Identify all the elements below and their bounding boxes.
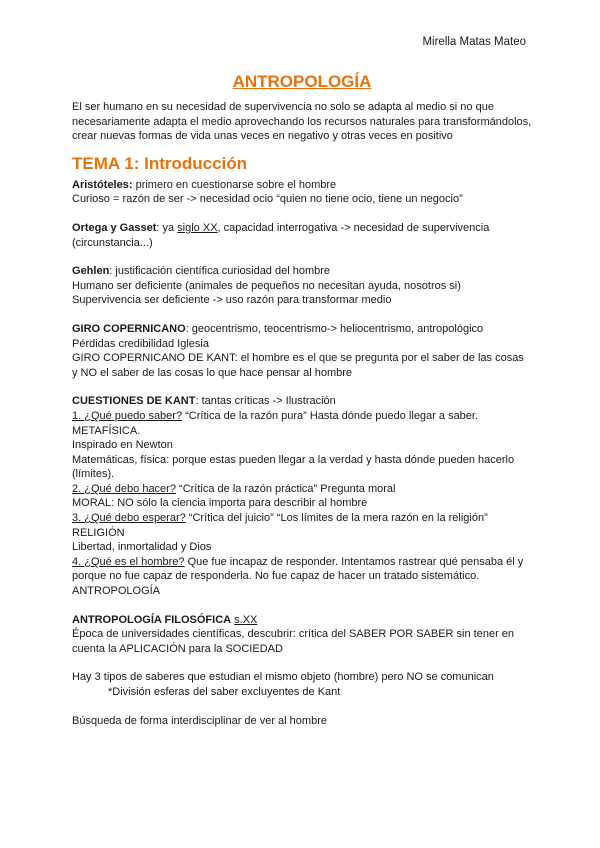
kant-block: CUESTIONES DE KANT: tantas críticas -> Ilustración 1. ¿Qué puedo saber? “Crítica de la razón pura” Hasta dónde puedo llegar a saber. METAFÍSICA. Inspirado en Newton Matemáticas, física: porque estas pueden llegar a la verdad y hasta dónde pueden hacerlo (límites). 2. ¿Qué debo hacer? “Crítica de la razón práctica” Pregunta moral MORAL: NO sólo la ciencia importa para describir al hombre 3. ¿Qué debo esperar? “Crítica del juicio” “Los límites de la mera razón en la religión” RELIGIÓN Libertad, inmortalidad y Dios 4. ¿Qué es el hombre? Que fue incapaz de responder. Intentamos rastrear qué pensaba él y porque no fue capaz de responderla. No fue capaz de hacer un tratado sistemático. ANTROPOLOGÍA: [72, 395, 524, 598]
kant-q3: 3. ¿Qué debo esperar?: [72, 512, 186, 525]
kant-q1: 1. ¿Qué puedo saber?: [72, 409, 183, 422]
ortega-siglo: siglo XX: [177, 221, 218, 234]
ortega-block: Ortega y Gasset: ya siglo XX, capacidad interrogativa -> necesidad de supervivencia (circunstancia...): [72, 221, 490, 249]
kant-term: CUESTIONES DE KANT: [72, 395, 196, 408]
filosofica-siglo: s.XX: [234, 613, 258, 626]
document-title: ANTROPOLOGÍA: [232, 72, 372, 91]
kant-q4: 4. ¿Qué es el hombre?: [72, 555, 185, 568]
aristoteles-line2: Curioso = razón de ser -> necesidad ocio “quien no tiene ocio, tiene un negocio”: [72, 193, 463, 206]
filosofica-term: ANTROPOLOGÍA FILOSÓFICA: [72, 613, 232, 626]
ortega-term: Ortega y Gasset: [72, 221, 157, 234]
section-heading: TEMA 1: Introducción: [72, 153, 248, 173]
aristoteles-text: primero en cuestionarse sobre el hombre: [132, 178, 337, 191]
aristoteles-term: Aristóteles:: [72, 178, 133, 191]
aristoteles-block: [72, 178, 532, 207]
document-body: [72, 72, 532, 728]
intro-paragraph: El ser humano en su necesidad de supervivencia no solo se adapta al medio si no que necesariamente adapta el medio aprovechando los recursos naturales para transformándolos, crear nuevas formas de vida unas veces en negativo y otras veces en positivo: [72, 101, 532, 143]
filosofica-block: ANTROPOLOGÍA FILOSÓFICA s.XX Época de universidades científicas, descubrir: crítica del SABER POR SABER sin tener en cuenta la APLICACIÓN para la SOCIEDAD: [72, 613, 515, 655]
saberes-block: Hay 3 tipos de saberes que estudian el mismo objeto (hombre) pero NO se comunican *División esferas del saber excluyentes de Kant: [72, 671, 494, 698]
giro-block: GIRO COPERNICANO: geocentrismo, teocentrismo-> heliocentrismo, antropológico Pérdidas credibilidad Iglesia GIRO COPERNICANO DE KANT: el hombre es el que se pregunta por el saber de las cosas y NO el saber de las cosas lo que hace pensar al hombre: [72, 322, 524, 379]
busqueda-line: Búsqueda de forma interdisciplinar de ver al hombre: [72, 714, 327, 727]
gehlen-block: Gehlen: justificación científica curiosidad del hombre Humano ser deficiente (animales de pequeños no necesitan ayuda, nosotros si) Supervivencia ser deficiente -> uso razón para transformar medio: [72, 265, 461, 307]
gehlen-term: Gehlen: [72, 265, 110, 278]
kant-q2: 2. ¿Qué debo hacer?: [72, 482, 176, 495]
author-name: Mirella Matas Mateo: [422, 36, 526, 48]
giro-term: GIRO COPERNICANO: [72, 322, 186, 335]
